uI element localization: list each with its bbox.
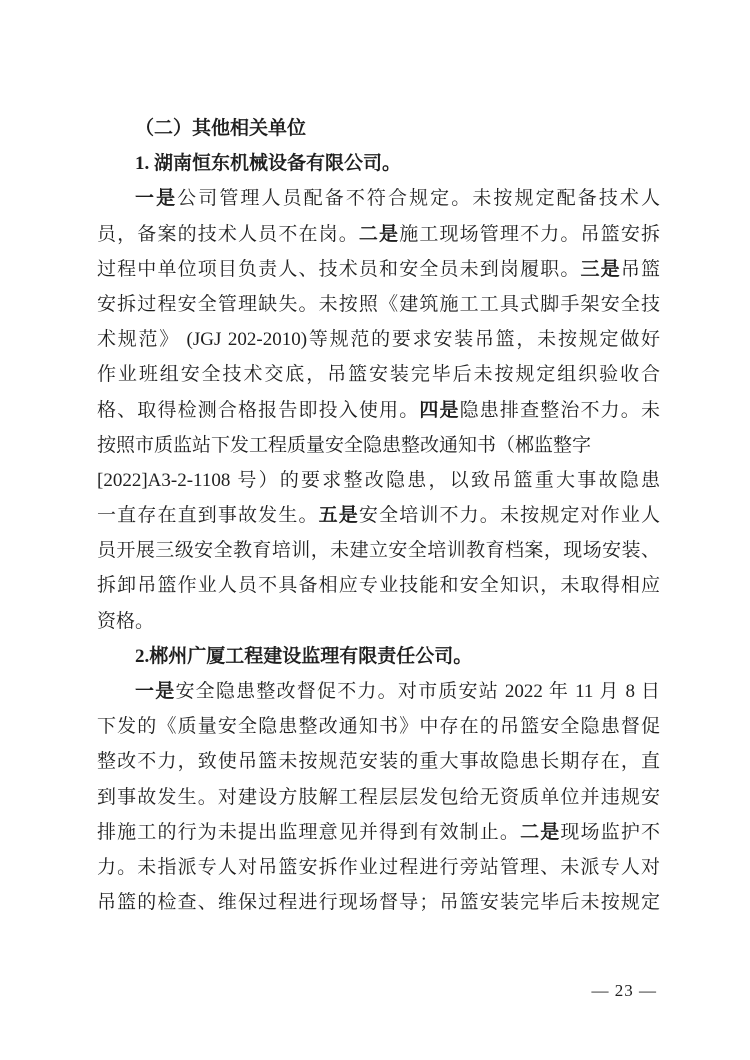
text-run: 员开展三级安全教育培训，未建立安全培训教育档案，现场安装、 xyxy=(97,540,660,562)
text-line xyxy=(97,780,660,815)
emphasis-run: 一是 xyxy=(135,188,178,210)
emphasis-run: 二是 xyxy=(358,223,400,245)
text-line xyxy=(97,428,660,463)
text-run: 隐患排查整治不力。未 xyxy=(459,399,660,421)
text-line xyxy=(97,815,660,850)
text-run: 到事故发生。对建设方肢解工程层层发包给无资质单位并违规安 xyxy=(97,786,660,808)
emphasis-run: 一是 xyxy=(135,681,176,702)
section-heading xyxy=(97,111,660,146)
text-run: 拆卸吊篮作业人员不具备相应专业技能和安全知识，未取得相应 xyxy=(97,575,660,597)
text-run: 吊篮的检查、维保过程进行现场督导；吊篮安装完毕后未按规定 xyxy=(97,892,660,914)
text-line xyxy=(97,322,660,357)
emphasis-run: 二是 xyxy=(520,821,561,843)
text-line xyxy=(97,568,660,603)
text-line xyxy=(97,533,660,568)
text-run: 下发的《质量安全隐患整改通知书》中存在的吊篮安全隐患督促 xyxy=(97,716,660,738)
text-run: 吊篮 xyxy=(620,258,660,280)
text-line xyxy=(97,674,660,709)
text-run: 安全隐患整改督促不力。对市质安站 2022 年 11 月 8 日 xyxy=(175,681,660,702)
text-line xyxy=(97,252,660,287)
text-line xyxy=(97,357,660,392)
emphasis-run: 五是 xyxy=(318,505,359,527)
emphasis-run: 三是 xyxy=(580,258,621,280)
text-line xyxy=(97,217,660,252)
text-run: 按照市质监站下发工程质量安全隐患整改通知书（郴监整字 xyxy=(97,434,592,456)
text-run: 资格。 xyxy=(97,610,155,632)
text-run: 一直存在直到事故发生。 xyxy=(97,505,319,527)
text-line xyxy=(97,709,660,744)
text-run: 排施工的行为未提出监理意见并得到有效制止。 xyxy=(97,821,521,843)
text-run: 施工现场管理不力。吊篮安拆 xyxy=(399,223,660,245)
emphasis-run: 四是 xyxy=(419,399,460,421)
text-run: 现场监护不 xyxy=(560,821,660,843)
text-run: 作业班组安全技术交底，吊篮安装完毕后未按规定组织验收合 xyxy=(97,364,660,386)
page-number: — 23 — xyxy=(591,981,657,1000)
text-line xyxy=(97,604,660,639)
heading-text: 2.郴州广厦工程建设监理有限责任公司。 xyxy=(135,645,473,667)
text-line xyxy=(97,393,660,428)
text-run: 术规范》 (JGJ 202-2010)等规范的要求安装吊篮，未按规定做好 xyxy=(97,329,660,351)
text-line xyxy=(97,885,660,920)
heading-text: 1. 湖南恒东机械设备有限公司。 xyxy=(135,153,402,175)
text-run: 整改不力，致使吊篮未按规范安装的重大事故隐患长期存在，直 xyxy=(97,751,660,773)
text-line xyxy=(97,463,660,498)
text-run: [2022]A3-2-1108 号）的要求整改隐患，以致吊篮重大事故隐患 xyxy=(97,469,660,491)
text-run: 安全培训不力。未按规定对作业人 xyxy=(358,505,660,527)
text-run: 员，备案的技术人员不在岗。 xyxy=(97,223,359,245)
document-body xyxy=(97,111,660,920)
text-line xyxy=(97,744,660,779)
text-line xyxy=(97,850,660,885)
text-line xyxy=(97,181,660,216)
text-run: 格、取得检测合格报告即投入使用。 xyxy=(97,399,420,421)
text-line xyxy=(97,287,660,322)
heading-text: （二）其他相关单位 xyxy=(135,118,307,139)
text-run: 公司管理人员配备不符合规定。未按规定配备技术人 xyxy=(177,188,660,210)
item-2-heading xyxy=(97,639,660,674)
text-run: 力。未指派专人对吊篮安拆作业过程进行旁站管理、未派专人对 xyxy=(97,856,660,878)
text-run: 安拆过程安全管理缺失。未按照《建筑施工工具式脚手架安全技 xyxy=(97,293,660,315)
text-run: 过程中单位项目负责人、技术员和安全员未到岗履职。 xyxy=(97,258,581,280)
text-line xyxy=(97,498,660,533)
item-1-heading xyxy=(97,146,660,181)
